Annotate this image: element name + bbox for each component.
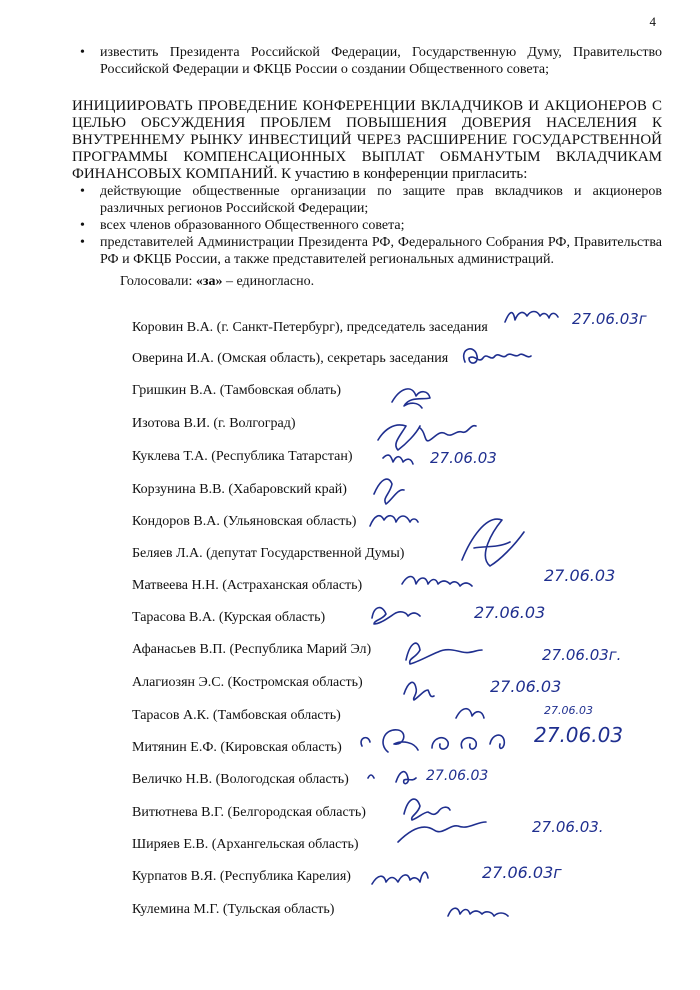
handwritten-date: 27.06.03	[430, 449, 497, 467]
handwritten-date: 27.06.03.	[532, 818, 604, 836]
handwritten-date: 27.06.03	[426, 768, 489, 784]
bullet-text: представителей Администрации Президента РФ, Федерального Собрания РФ, Правительства РФ и ФКЦБ России, а также представителей региональных администраций.	[100, 235, 662, 267]
member-line: Величко Н.В. (Вологодская область)	[132, 772, 349, 787]
signature-tarasova	[372, 608, 420, 624]
signature-mityanin	[361, 730, 504, 752]
bullet-icon: •	[80, 235, 85, 250]
signature-overina	[464, 349, 531, 363]
invite-list	[72, 183, 662, 268]
list-item	[72, 183, 662, 217]
vote-suffix: – единогласно.	[222, 274, 315, 289]
member-line: Оверина И.А. (Омская область), секретарь заседания	[132, 351, 449, 366]
handwritten-date: 27.06.03г	[572, 310, 647, 328]
bullet-icon: •	[80, 45, 85, 60]
member-line: Афанасьев В.П. (Республика Марий Эл)	[132, 642, 372, 657]
list-item	[72, 234, 662, 268]
list-item	[72, 217, 662, 234]
bullet-text: всех членов образованного Общественного совета;	[100, 218, 405, 233]
member-line: Кондоров В.А. (Ульяновская область)	[132, 514, 357, 529]
member-line: Тарасова В.А. (Курская область)	[132, 610, 326, 625]
member-line: Кулемина М.Г. (Тульская область)	[132, 902, 335, 917]
member-line: Коровин В.А. (г. Санкт-Петербург), председатель заседания	[132, 320, 488, 335]
member-line: Митянин Е.Ф. (Кировская область)	[132, 740, 342, 755]
member-line: Корзунина В.В. (Хабаровский край)	[132, 482, 347, 497]
top-bullet-block	[72, 44, 662, 78]
signature-velichko	[368, 772, 416, 784]
member-line: Курпатов В.Я. (Республика Карелия)	[132, 869, 351, 884]
signature-izotova	[378, 425, 476, 450]
signature-kulemina	[448, 908, 508, 916]
signature-belyaev	[462, 519, 524, 566]
handwritten-date: 27.06.03	[490, 677, 562, 696]
handwritten-date: 27.06.03г	[482, 863, 562, 882]
member-line: Ширяев Е.В. (Архангельская область)	[132, 837, 359, 852]
vote-bold: «за»	[195, 274, 223, 289]
page-number: 4	[649, 14, 656, 29]
signature-tarasov	[456, 709, 484, 718]
member-line: Алагиозян Э.С. (Костромская область)	[132, 675, 363, 690]
member-line: Витютнева В.Г. (Белгородская область)	[132, 805, 366, 820]
member-line: Изотова В.И. (г. Волгоград)	[132, 416, 296, 431]
resolution-tail: К участию в конференции пригласить:	[277, 166, 528, 182]
signature-kondorov	[370, 516, 418, 526]
handwritten-date: 27.06.03	[534, 723, 624, 747]
signature-grishkin	[392, 389, 430, 408]
bullet-text: известить Президента Российской Федерации, Государственную Думу, Правительство Российской Федерации и ФКЦБ России о создании Общественного совета;	[100, 45, 662, 77]
signature-shiryaev	[398, 822, 486, 842]
list-item	[72, 44, 662, 78]
signature-korovin	[505, 312, 558, 323]
member-line: Матвеева Н.Н. (Астраханская область)	[132, 578, 363, 593]
resolution-paragraph	[72, 98, 662, 183]
member-line: Гришкин В.А. (Тамбовская облать)	[132, 383, 342, 398]
signature-afanasyev	[406, 643, 482, 664]
vote-result	[120, 274, 314, 290]
signature-matveeva	[402, 577, 472, 587]
bullet-text: действующие общественные организации по защите прав вкладчиков и акционеров различных регионов Российской Федерации;	[100, 184, 662, 216]
vote-prefix: Голосовали:	[120, 274, 196, 289]
signature-kurpatov	[372, 872, 428, 884]
bullet-icon: •	[80, 184, 85, 199]
handwritten-date: 27.06.03	[474, 603, 546, 622]
member-line: Беляев Л.А. (депутат Государственной Думы)	[132, 546, 405, 561]
handwritten-date: 27.06.03г.	[542, 646, 622, 664]
bullet-icon: •	[80, 218, 85, 233]
member-line: Тарасов А.К. (Тамбовская область)	[132, 708, 341, 723]
signature-korzunina	[374, 479, 404, 504]
handwritten-date: 27.06.03	[544, 566, 616, 585]
signature-vityutneva	[404, 799, 450, 820]
handwritten-date: 27.06.03	[544, 704, 593, 717]
signature-alagiozyan	[404, 682, 434, 700]
resolution-heading: ИНИЦИИРОВАТЬ ПРОВЕДЕНИЕ КОНФЕРЕНЦИИ ВКЛАДЧИКОВ И АКЦИОНЕРОВ С ЦЕЛЬЮ ОБСУЖДЕНИЯ ПРОБЛЕМ ПОВЫШЕНИЯ ДОВЕРИЯ НАСЕЛЕНИЯ К ВНУТРЕННЕМУ РЫНКУ ИНВЕСТИЦИЙ ЧЕРЕЗ РАСШИРЕНИЕ ГОСУДАРСТВЕННОЙ ПРОГРАММЫ КОМПЕНСАЦИОННЫХ ВЫПЛАТ ОБМАНУТЫМ ВКЛАДЧИКАМ ФИНАНСОВЫХ КОМПАНИЙ.	[72, 98, 662, 182]
signature-kukleva	[383, 455, 413, 464]
member-line: Куклева Т.А. (Республика Татарстан)	[132, 449, 353, 464]
